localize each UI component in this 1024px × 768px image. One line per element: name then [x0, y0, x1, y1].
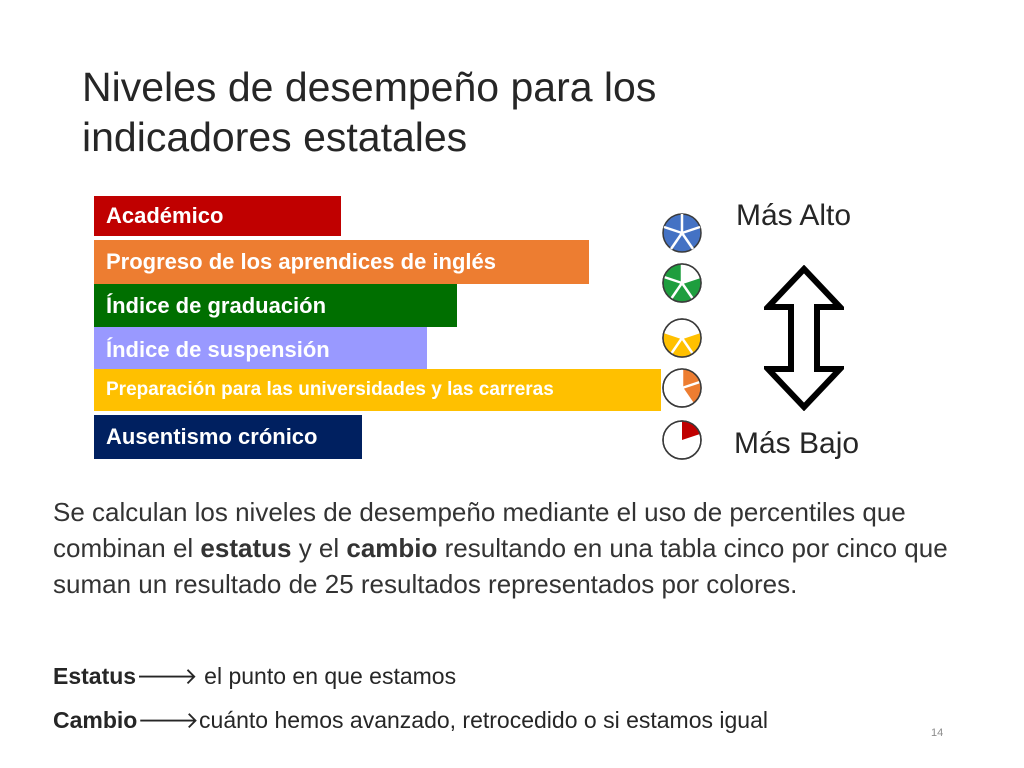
- status-definition: [53, 662, 456, 690]
- slide-title: [82, 62, 656, 162]
- red-pie-icon: [661, 419, 703, 461]
- para-text-1: Se calculan los niveles de desempeño mediante el uso de percentiles que combinan el: [53, 497, 906, 563]
- blue-pie-icon: [661, 212, 703, 254]
- bar-preparacion: [94, 369, 661, 411]
- level-high-label: Más Alto: [736, 199, 852, 232]
- para-bold-cambio: cambio: [346, 533, 438, 563]
- status-term: Estatus: [53, 663, 137, 689]
- change-definition: [53, 706, 768, 734]
- para-text-3: resultando en una tabla cinco por cinco que suman un resultado de 25 resultados representados por colores.: [53, 533, 948, 599]
- bar-label: Índice de suspensión: [106, 337, 330, 362]
- bar-label: Índice de graduación: [106, 292, 327, 318]
- title-line-1: Niveles de desempeño para los: [82, 64, 657, 110]
- bar-label: Progreso de los aprendices de inglés: [106, 249, 497, 274]
- bar-ausentismo: [94, 415, 362, 459]
- bar-suspension: [94, 327, 427, 369]
- bar-academico: [94, 196, 341, 236]
- level-low-label: Más Bajo: [734, 427, 860, 460]
- bar-graduacion: [94, 284, 457, 327]
- right-arrow-icon: 🡒: [137, 707, 200, 733]
- yellow-pie-icon: [661, 317, 703, 359]
- bar-label: Ausentismo crónico: [106, 424, 318, 449]
- bar-label: Preparación para las universidades y las carreras: [106, 379, 554, 400]
- green-pie-icon: [661, 262, 703, 304]
- orange-pie-icon: [661, 367, 703, 409]
- bar-label: Académico: [106, 203, 224, 228]
- double-arrow-icon: [764, 265, 844, 411]
- change-term: Cambio: [53, 707, 138, 733]
- para-bold-estatus: estatus: [200, 533, 292, 563]
- para-text-2: y el: [291, 533, 347, 563]
- description-paragraph: [53, 494, 993, 602]
- page-number: 14: [931, 727, 944, 739]
- change-def: cuánto hemos avanzado, retrocedido o si estamos igual: [199, 707, 768, 733]
- bar-progreso-ingles: [94, 240, 589, 284]
- right-arrow-icon: 🡒: [136, 663, 198, 689]
- title-line-2: indicadores estatales: [82, 114, 468, 160]
- status-def: el punto en que estamos: [197, 663, 457, 689]
